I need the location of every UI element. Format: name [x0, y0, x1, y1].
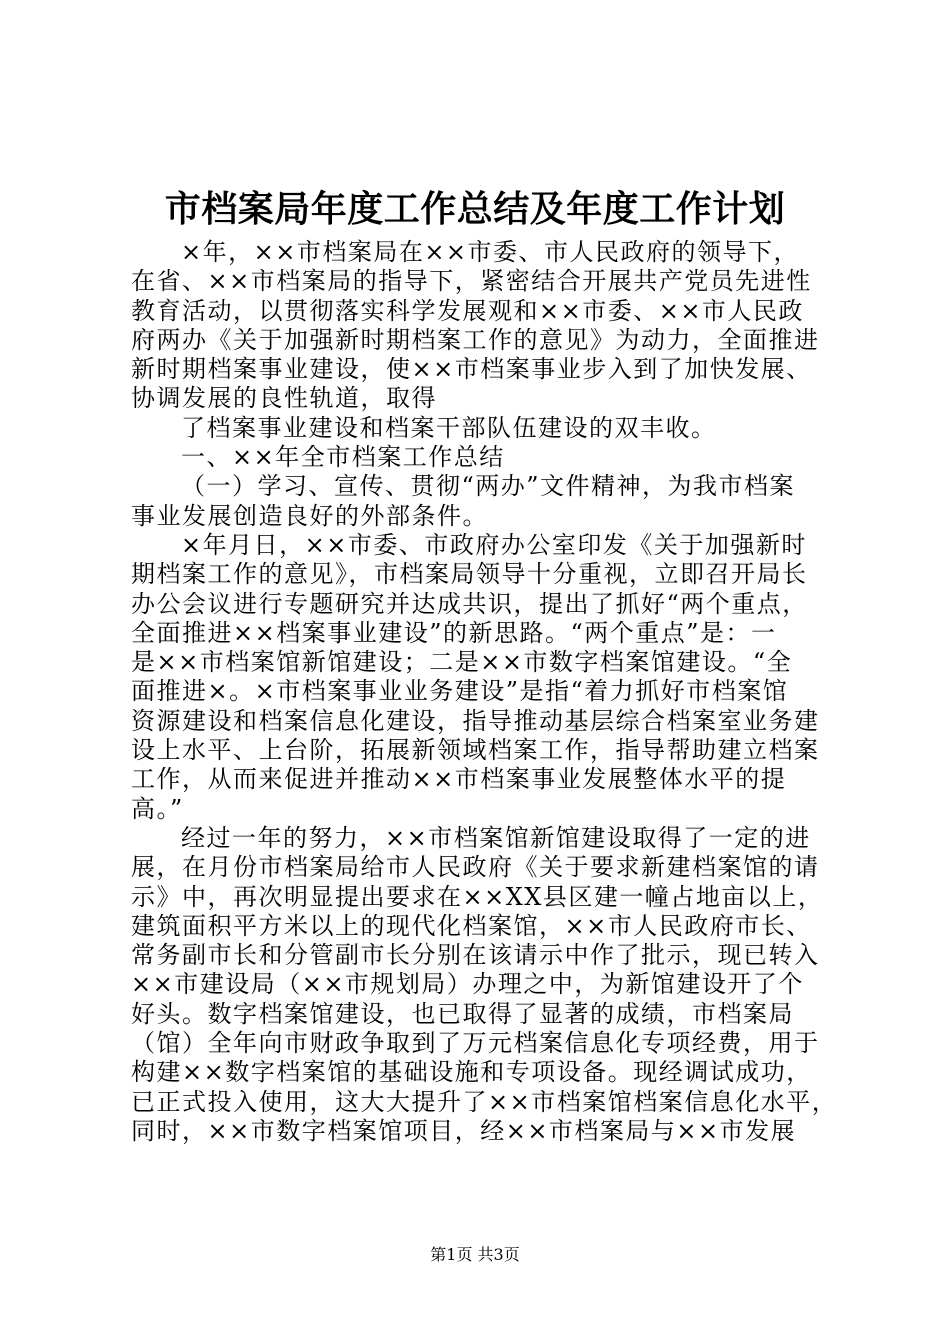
- body-line: 府两办《关于加强新时期档案工作的意见》为动力，全面推进: [131, 325, 820, 354]
- body-line: ××市建设局（××市规划局）办理之中，为新馆建设开了个: [131, 970, 804, 999]
- body-line: 高。”: [131, 794, 184, 823]
- body-line: 设上水平、上台阶，拓展新领域档案工作，指导帮助建立档案: [131, 736, 820, 765]
- body-line: 建筑面积平方米以上的现代化档案馆，××市人民政府市长、: [131, 911, 812, 940]
- subsection-heading: （一）学习、宣传、贯彻“两办”文件精神，为我市档案: [181, 472, 796, 501]
- body-line: 经过一年的努力，××市档案馆新馆建设取得了一定的进: [181, 823, 811, 852]
- body-line: 好头。数字档案馆建设，也已取得了显著的成绩，市档案局: [131, 999, 794, 1028]
- body-line: 是××市档案馆新馆建设；二是××市数字档案馆建设。“全: [131, 648, 793, 677]
- body-line: 同时，××市数字档案馆项目，经××市档案局与××市发展: [131, 1116, 797, 1145]
- body-line: 期档案工作的意见》，市档案局领导十分重视，立即召开局长: [131, 560, 808, 589]
- document-title: 市档案局年度工作总结及年度工作计划: [164, 189, 786, 230]
- body-line: 示》中，再次明显提出要求在××XX县区建一幢占地亩以上，: [131, 882, 824, 911]
- body-line: 了档案事业建设和档案干部队伍建设的双丰收。: [181, 413, 717, 442]
- section-heading: 一、××年全市档案工作总结: [181, 443, 505, 472]
- body-line: 在省、××市档案局的指导下，紧密结合开展共产党员先进性: [131, 267, 812, 296]
- body-line: ×年月日，××市委、市政府办公室印发《关于加强新时: [181, 530, 807, 559]
- document-body: [131, 238, 838, 1146]
- body-line: 面推进×。×市档案事业业务建设”是指“着力抓好市档案馆: [131, 677, 789, 706]
- body-line: ×年，××市档案局在××市委、市人民政府的领导下，: [181, 238, 800, 266]
- body-line: 办公会议进行专题研究并达成共识，提出了抓好“两个重点，: [131, 589, 808, 618]
- body-line: 工作，从而来促进并推动××市档案事业发展整体水平的提: [131, 765, 787, 794]
- body-line: 事业发展创造良好的外部条件。: [131, 501, 488, 530]
- body-line: 已正式投入使用，这大大提升了××市档案馆档案信息化水平，: [131, 1087, 838, 1116]
- body-line: 展，在月份市档案局给市人民政府《关于要求新建档案馆的请: [131, 853, 820, 882]
- body-line: （馆）全年向市财政争取到了万元档案信息化专项经费，用于: [131, 1029, 820, 1058]
- body-line: 协调发展的良性轨道，取得: [131, 384, 437, 413]
- body-line: 常务副市长和分管副市长分别在该请示中作了批示，现已转入: [131, 941, 820, 970]
- body-line: 全面推进××档案事业建设”的新思路。“两个重点”是：一: [131, 618, 777, 647]
- page-number-footer: 第1页 共3页: [430, 1245, 520, 1264]
- body-line: 新时期档案事业建设，使××市档案事业步入到了加快发展、: [131, 355, 812, 384]
- body-line: 资源建设和档案信息化建设，指导推动基层综合档案室业务建: [131, 706, 820, 735]
- body-line: 教育活动，以贯彻落实科学发展观和××市委、××市人民政: [131, 296, 804, 325]
- body-line: 构建××数字档案馆的基础设施和专项设备。现经调试成功，: [131, 1058, 812, 1087]
